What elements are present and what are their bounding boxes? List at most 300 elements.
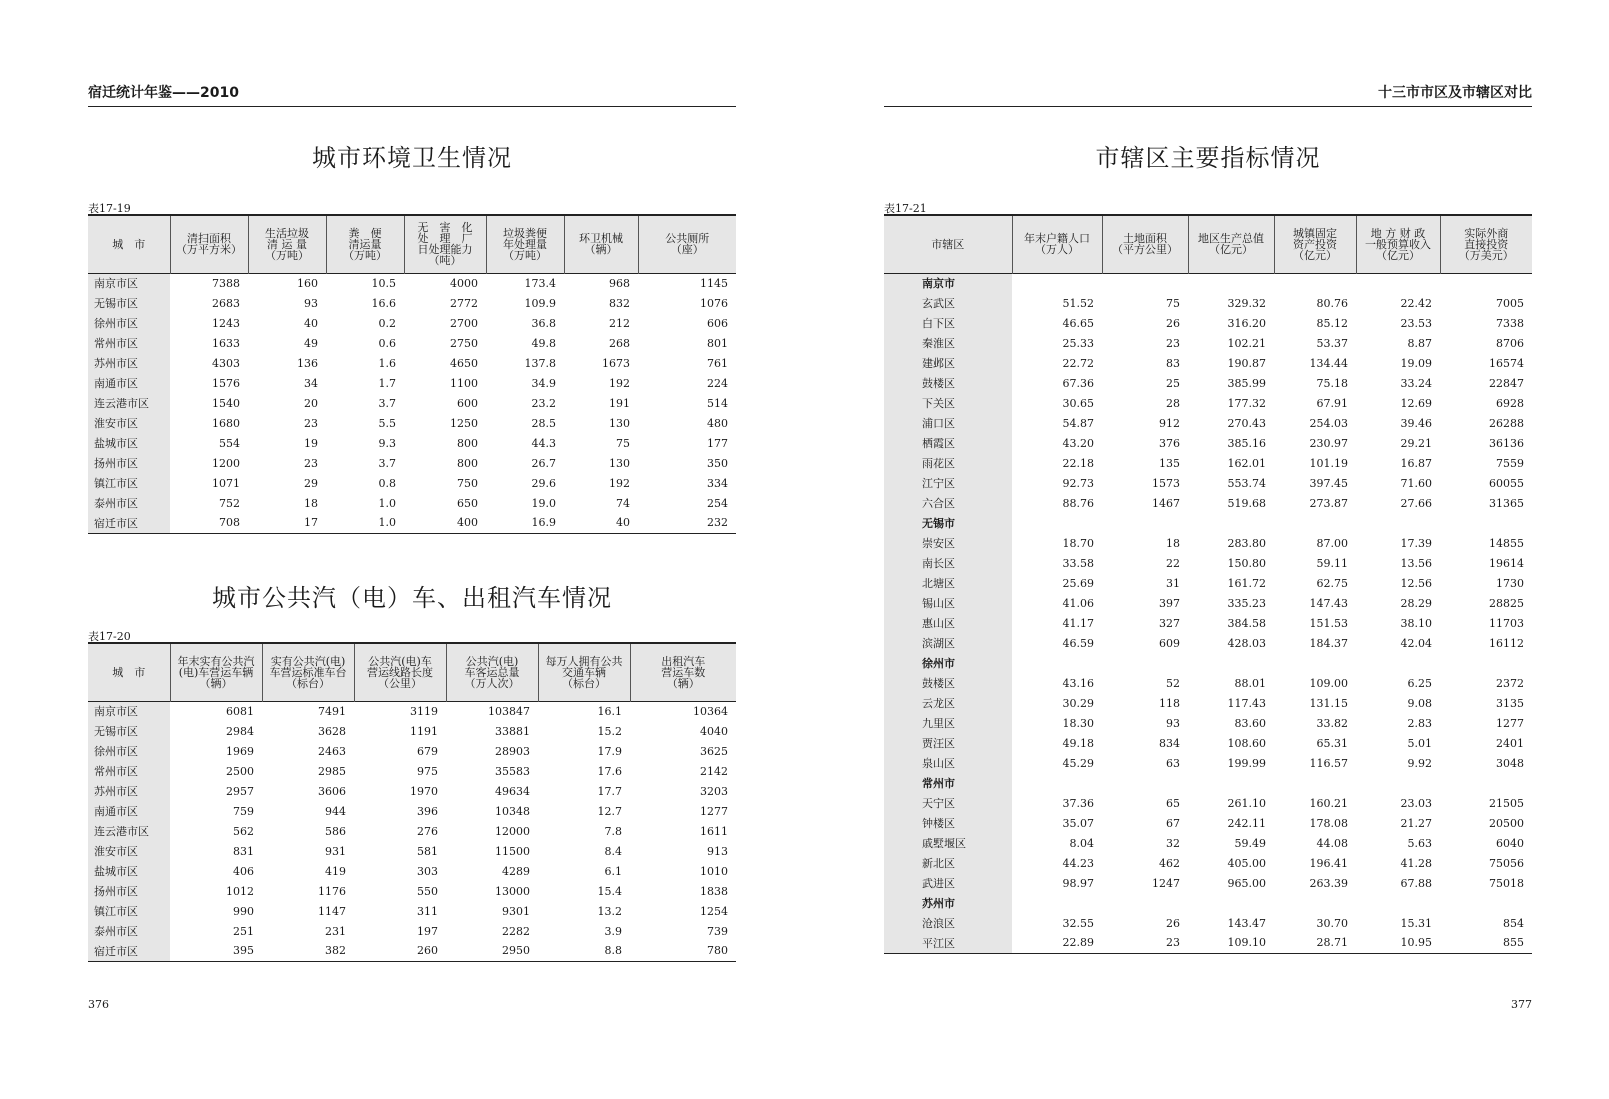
table-row	[88, 453, 736, 473]
table-cell: 160.21	[1309, 796, 1348, 810]
table-row	[884, 613, 1532, 633]
row-label: 苏州市区	[88, 781, 170, 801]
table-cell: 2984	[226, 724, 254, 738]
table3-header-row	[884, 215, 1532, 273]
table-cell: 41.28	[1400, 856, 1432, 870]
table-cell	[1012, 653, 1102, 673]
table-cell: 28.71	[1316, 936, 1348, 950]
table-cell	[1356, 273, 1440, 293]
row-label: 滨湖区	[884, 633, 1012, 653]
table2-title: 城市公共汽（电）车、出租汽车情况	[212, 584, 612, 612]
table-cell: 759	[233, 804, 254, 818]
row-label: 连云港市区	[88, 821, 170, 841]
row-label: 雨花区	[884, 453, 1012, 473]
table-cell: 7388	[212, 276, 240, 290]
row-label: 宿迁市区	[88, 513, 170, 533]
table-cell: 1.0	[378, 516, 396, 530]
table-row	[884, 833, 1532, 853]
table-cell: 173.4	[524, 276, 556, 290]
table-cell: 29.21	[1400, 436, 1432, 450]
table-cell: 118	[1159, 696, 1180, 710]
table-cell: 6928	[1496, 396, 1524, 410]
table-cell: 230.97	[1309, 436, 1348, 450]
table-row	[88, 901, 736, 921]
table-cell: 2985	[318, 764, 346, 778]
table-cell: 197	[417, 924, 438, 938]
row-label: 新北区	[884, 853, 1012, 873]
table-cell: 8706	[1496, 336, 1524, 350]
table-cell: 750	[457, 476, 478, 490]
table-cell: 316.20	[1227, 316, 1266, 330]
table-cell: 800	[457, 436, 478, 450]
table-cell: 739	[707, 924, 728, 938]
table-cell: 1467	[1152, 496, 1180, 510]
table-cell: 35583	[495, 764, 530, 778]
row-label: 南通市区	[88, 373, 170, 393]
running-head-left: 宿迁统计年鉴——2010	[88, 84, 736, 107]
table-cell: 2142	[700, 764, 728, 778]
row-label: 镇江市区	[88, 901, 170, 921]
table-cell: 93	[1166, 716, 1180, 730]
table-cell: 36.8	[531, 316, 556, 330]
table-cell: 29	[304, 476, 318, 490]
row-label: 南京市区	[88, 701, 170, 721]
table-row	[88, 413, 736, 433]
table-cell: 59.49	[1234, 836, 1266, 850]
row-label: 栖霞区	[884, 433, 1012, 453]
table-cell: 519.68	[1227, 496, 1266, 510]
table-cell: 270.43	[1227, 416, 1266, 430]
row-label: 江宁区	[884, 473, 1012, 493]
table-cell: 12000	[495, 824, 530, 838]
table-cell: 75	[1166, 296, 1180, 310]
table-cell: 63	[1166, 756, 1180, 770]
table-cell: 10.5	[371, 276, 396, 290]
table-cell: 1012	[226, 884, 254, 898]
table-cell: 834	[1159, 736, 1180, 750]
table-cell: 31365	[1489, 496, 1524, 510]
table-cell: 679	[417, 744, 438, 758]
row-label: 锡山区	[884, 593, 1012, 613]
table-cell: 36136	[1489, 436, 1524, 450]
table-district-indicators	[884, 214, 1532, 954]
row-label: 平江区	[884, 933, 1012, 953]
table-cell: 21.27	[1400, 816, 1432, 830]
column-header: 出租汽车 营运车数 （辆）	[630, 643, 736, 701]
table-cell: 514	[707, 396, 728, 410]
row-label: 钟楼区	[884, 813, 1012, 833]
table-cell: 855	[1503, 936, 1524, 950]
table-cell: 1254	[700, 904, 728, 918]
table-cell: 88.01	[1234, 676, 1266, 690]
table-cell: 41.17	[1062, 616, 1094, 630]
table-cell: 12.69	[1400, 396, 1432, 410]
table-cell	[1102, 273, 1188, 293]
table-cell: 93	[304, 296, 318, 310]
table-cell: 109.00	[1309, 676, 1348, 690]
table-cell	[1274, 653, 1356, 673]
row-label: 六合区	[884, 493, 1012, 513]
table-cell: 44.08	[1316, 836, 1348, 850]
column-header: 城 市	[88, 215, 170, 273]
table-row	[884, 533, 1532, 553]
table-cell: 553.74	[1227, 476, 1266, 490]
table-cell: 1277	[1496, 716, 1524, 730]
table-city-sanitation	[88, 214, 736, 534]
row-label: 天宁区	[884, 793, 1012, 813]
table-cell: 3628	[318, 724, 346, 738]
table-cell: 8.4	[604, 844, 622, 858]
table-cell: 184.37	[1309, 636, 1348, 650]
table-cell: 9.08	[1407, 696, 1432, 710]
table-cell: 15.31	[1400, 916, 1432, 930]
table-cell: 10.95	[1400, 936, 1432, 950]
table-cell: 88.76	[1062, 496, 1094, 510]
table-cell	[1012, 773, 1102, 793]
row-label: 徐州市区	[88, 741, 170, 761]
row-label: 崇安区	[884, 533, 1012, 553]
table-cell: 263.39	[1309, 876, 1348, 890]
table-row	[88, 841, 736, 861]
table-cell: 21505	[1489, 796, 1524, 810]
table-cell: 854	[1503, 916, 1524, 930]
row-label: 贾汪区	[884, 733, 1012, 753]
table-cell: 335.23	[1227, 596, 1266, 610]
table-cell: 177.32	[1227, 396, 1266, 410]
table-cell: 23	[1166, 336, 1180, 350]
table-cell: 30.70	[1316, 916, 1348, 930]
table-cell: 16.6	[371, 296, 396, 310]
table-cell: 130	[609, 456, 630, 470]
table-cell	[1274, 773, 1356, 793]
table1-title: 城市环境卫生情况	[312, 144, 512, 172]
table-cell: 53.37	[1316, 336, 1348, 350]
table-cell: 6040	[1496, 836, 1524, 850]
table-cell: 34.9	[531, 376, 556, 390]
table-cell: 75	[616, 436, 630, 450]
table-cell: 116.57	[1309, 756, 1348, 770]
table-cell: 83.60	[1234, 716, 1266, 730]
table-cell: 1076	[700, 296, 728, 310]
table-cell: 6081	[226, 704, 254, 718]
table-row	[88, 861, 736, 881]
table-cell: 396	[417, 804, 438, 818]
table-cell	[1102, 773, 1188, 793]
table-cell	[1188, 893, 1274, 913]
table-cell: 25	[1166, 376, 1180, 390]
table-cell: 177	[707, 436, 728, 450]
table-cell: 327	[1159, 616, 1180, 630]
table-cell: 334	[707, 476, 728, 490]
column-header: 土地面积 （平方公里）	[1102, 215, 1188, 273]
table-cell: 117.43	[1227, 696, 1266, 710]
table-cell: 20500	[1489, 816, 1524, 830]
row-label: 淮安市区	[88, 841, 170, 861]
table-cell: 10348	[495, 804, 530, 818]
table-cell: 2282	[502, 924, 530, 938]
table-row	[884, 733, 1532, 753]
table-row	[884, 433, 1532, 453]
table-cell: 254.03	[1309, 416, 1348, 430]
table-cell: 990	[233, 904, 254, 918]
table3-title: 市辖区主要指标情况	[1095, 144, 1321, 172]
table-cell: 67	[1166, 816, 1180, 830]
table-cell: 3625	[700, 744, 728, 758]
table-cell: 2950	[502, 944, 530, 958]
table-cell: 4303	[212, 356, 240, 370]
table-cell: 350	[707, 456, 728, 470]
table-row	[884, 893, 1532, 913]
table-cell: 2750	[450, 336, 478, 350]
table-cell: 1250	[450, 416, 478, 430]
table-cell: 29.6	[531, 476, 556, 490]
table-cell: 3119	[410, 704, 438, 718]
table-cell: 10364	[693, 704, 728, 718]
table-cell: 136	[297, 356, 318, 370]
table-cell: 192	[609, 376, 630, 390]
table-cell: 376	[1159, 436, 1180, 450]
table-cell: 397	[1159, 596, 1180, 610]
table-row	[88, 741, 736, 761]
table-row	[88, 353, 736, 373]
row-label: 沧浪区	[884, 913, 1012, 933]
table-cell: 34	[304, 376, 318, 390]
table-cell: 49	[304, 336, 318, 350]
table-cell: 2372	[1496, 676, 1524, 690]
table-cell: 550	[417, 884, 438, 898]
table-row	[88, 881, 736, 901]
row-label: 白下区	[884, 313, 1012, 333]
table2-header-row	[88, 643, 736, 701]
column-header: 公共汽(电)车 营运线路长度 （公里）	[354, 643, 446, 701]
table-cell: 1838	[700, 884, 728, 898]
table-cell: 67.91	[1316, 396, 1348, 410]
table-cell: 7491	[318, 704, 346, 718]
table-cell	[1440, 513, 1532, 533]
table-cell: 18.70	[1062, 536, 1094, 550]
table1-number: 表17-19	[88, 202, 131, 215]
table-cell: 62.75	[1316, 576, 1348, 590]
left-page	[88, 0, 736, 1099]
table-cell: 17	[304, 516, 318, 530]
table-cell: 3.7	[378, 396, 396, 410]
table-cell: 52	[1166, 676, 1180, 690]
table-cell: 71.60	[1400, 476, 1432, 490]
column-header: 每万人拥有公共 交通车辆 （标台）	[538, 643, 630, 701]
table-cell: 254	[707, 496, 728, 510]
table-cell: 0.8	[378, 476, 396, 490]
table-row	[884, 513, 1532, 533]
table-cell: 49.18	[1062, 736, 1094, 750]
table3-number: 表17-21	[884, 202, 927, 215]
table-cell: 752	[219, 496, 240, 510]
table-cell: 33.82	[1316, 716, 1348, 730]
table-cell: 2500	[226, 764, 254, 778]
table-cell: 8.87	[1407, 336, 1432, 350]
table-cell: 191	[609, 396, 630, 410]
table-cell: 103847	[488, 704, 530, 718]
row-label: 淮安市区	[88, 413, 170, 433]
table-row	[884, 713, 1532, 733]
table-cell: 41.06	[1062, 596, 1094, 610]
table-cell: 162.01	[1227, 456, 1266, 470]
table-cell: 283.80	[1227, 536, 1266, 550]
table-cell: 31	[1166, 576, 1180, 590]
table-cell: 780	[707, 944, 728, 958]
table-cell: 46.65	[1062, 316, 1094, 330]
table-row	[884, 413, 1532, 433]
table-cell: 22	[1166, 556, 1180, 570]
row-label: 南长区	[884, 553, 1012, 573]
table-cell: 1071	[212, 476, 240, 490]
table-cell: 19.09	[1400, 356, 1432, 370]
table-cell: 18.30	[1062, 716, 1094, 730]
table-cell: 17.6	[597, 764, 622, 778]
table-cell: 268	[609, 336, 630, 350]
table-cell: 30.29	[1062, 696, 1094, 710]
table-cell: 1.7	[378, 376, 396, 390]
table-cell: 160	[297, 276, 318, 290]
table-cell: 406	[233, 864, 254, 878]
table-cell: 14855	[1489, 536, 1524, 550]
table-cell: 1730	[1496, 576, 1524, 590]
table-cell: 9.3	[378, 436, 396, 450]
table-cell: 137.8	[524, 356, 556, 370]
table-cell: 13.56	[1400, 556, 1432, 570]
table-cell: 83	[1166, 356, 1180, 370]
table-cell: 92.73	[1062, 476, 1094, 490]
table-cell: 1191	[410, 724, 438, 738]
table-cell: 26288	[1489, 416, 1524, 430]
table-cell: 2683	[212, 296, 240, 310]
table-cell: 65	[1166, 796, 1180, 810]
table-row	[884, 653, 1532, 673]
table-cell	[1356, 893, 1440, 913]
column-header: 实际外商 直接投资 （万美元）	[1440, 215, 1532, 273]
table-cell: 30.65	[1062, 396, 1094, 410]
column-header: 城 市	[88, 643, 170, 701]
table-cell: 45.29	[1062, 756, 1094, 770]
table-cell: 708	[219, 516, 240, 530]
row-label: 扬州市区	[88, 453, 170, 473]
table-cell: 2957	[226, 784, 254, 798]
row-label: 九里区	[884, 713, 1012, 733]
table-cell: 75056	[1489, 856, 1524, 870]
row-label: 无锡市区	[88, 721, 170, 741]
table-city-bus-taxi	[88, 642, 736, 962]
table-cell: 39.46	[1400, 416, 1432, 430]
table-cell: 554	[219, 436, 240, 450]
column-header: 年末户籍人口 （万人）	[1012, 215, 1102, 273]
table-cell: 32	[1166, 836, 1180, 850]
table-row	[88, 781, 736, 801]
running-head-right: 十三市市区及市辖区对比	[884, 84, 1532, 107]
table-row	[884, 333, 1532, 353]
table-cell: 3.9	[604, 924, 622, 938]
table-cell: 382	[325, 944, 346, 958]
table-row	[884, 633, 1532, 653]
row-label: 扬州市区	[88, 881, 170, 901]
table-cell: 23	[304, 456, 318, 470]
table-cell: 22.72	[1062, 356, 1094, 370]
table-cell: 212	[609, 316, 630, 330]
table-cell: 1.0	[378, 496, 396, 510]
table-row	[88, 921, 736, 941]
table-cell: 1145	[700, 276, 728, 290]
table-cell: 80.76	[1316, 296, 1348, 310]
table-cell: 4289	[502, 864, 530, 878]
table-cell: 26.7	[531, 456, 556, 470]
table-cell: 2401	[1496, 736, 1524, 750]
table-cell: 178.08	[1309, 816, 1348, 830]
table-cell: 4000	[450, 276, 478, 290]
table-cell: 1573	[1152, 476, 1180, 490]
table-cell: 37.36	[1062, 796, 1094, 810]
table-cell: 581	[417, 844, 438, 858]
row-label: 泉山区	[884, 753, 1012, 773]
table-cell: 22.89	[1062, 936, 1094, 950]
table-cell: 190.87	[1227, 356, 1266, 370]
table-cell	[1188, 653, 1274, 673]
table-cell: 32.55	[1062, 916, 1094, 930]
table-cell: 134.44	[1309, 356, 1348, 370]
table-cell: 8.8	[604, 944, 622, 958]
table-cell: 23.03	[1400, 796, 1432, 810]
table-cell: 22.18	[1062, 456, 1094, 470]
table-cell: 3203	[700, 784, 728, 798]
table-cell: 1633	[212, 336, 240, 350]
row-label: 泰州市区	[88, 493, 170, 513]
table-cell: 1576	[212, 376, 240, 390]
table-cell: 7559	[1496, 456, 1524, 470]
table-cell: 75.18	[1316, 376, 1348, 390]
table-cell: 1970	[410, 784, 438, 798]
table-cell: 16112	[1489, 636, 1524, 650]
table-cell	[1274, 273, 1356, 293]
table-cell: 480	[707, 416, 728, 430]
column-header: 垃圾粪便 年处理量 （万吨）	[486, 215, 564, 273]
table-cell: 397.45	[1309, 476, 1348, 490]
table-cell: 43.20	[1062, 436, 1094, 450]
table-row	[88, 333, 736, 353]
table-cell: 16.87	[1400, 456, 1432, 470]
column-header: 市辖区	[884, 215, 1012, 273]
column-header: 城镇固定 资产投资 （亿元）	[1274, 215, 1356, 273]
right-page	[884, 0, 1532, 1099]
table-cell: 17.7	[597, 784, 622, 798]
table-cell: 242.11	[1227, 816, 1266, 830]
table-row	[884, 453, 1532, 473]
table-cell	[1440, 773, 1532, 793]
table-cell	[1440, 893, 1532, 913]
table-cell: 135	[1159, 456, 1180, 470]
table-cell: 1010	[700, 864, 728, 878]
table-cell: 562	[233, 824, 254, 838]
table-cell: 385.99	[1227, 376, 1266, 390]
table-row	[88, 293, 736, 313]
table-cell: 67.88	[1400, 876, 1432, 890]
table-cell: 273.87	[1309, 496, 1348, 510]
table-row	[88, 721, 736, 741]
table-cell: 199.99	[1227, 756, 1266, 770]
table-cell: 23	[1166, 936, 1180, 950]
row-label: 下关区	[884, 393, 1012, 413]
table-cell: 16.1	[597, 704, 622, 718]
table-cell: 1540	[212, 396, 240, 410]
table-cell: 28	[1166, 396, 1180, 410]
table-cell: 11703	[1489, 616, 1524, 630]
table-cell: 15.4	[597, 884, 622, 898]
